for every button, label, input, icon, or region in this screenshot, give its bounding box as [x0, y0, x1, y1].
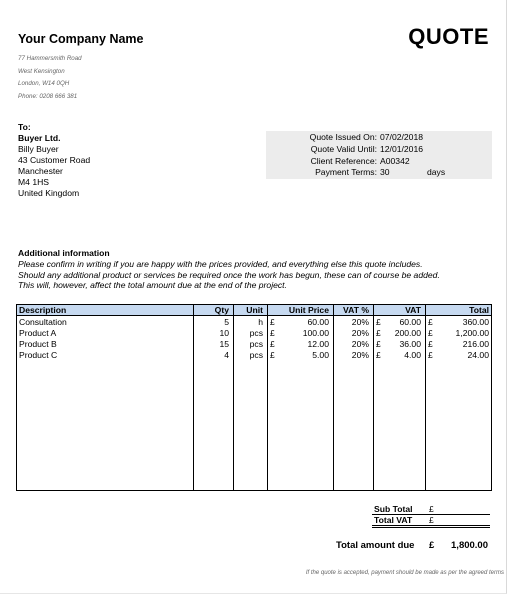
cell-vat-pct: 20%	[351, 339, 369, 349]
cell-unit-price: 12.00	[307, 339, 329, 349]
line-items-table	[16, 304, 492, 491]
cell-vat-pct: 20%	[351, 350, 369, 360]
column-header-qty: Qty	[214, 305, 229, 315]
column-header-vat-percent: VAT %	[343, 305, 369, 315]
total-vat-label: Total VAT	[374, 515, 413, 525]
cell-description: Consultation	[19, 317, 67, 327]
company-name: Your Company Name	[18, 32, 144, 46]
recipient-line: Manchester	[18, 166, 63, 176]
column-divider	[333, 305, 334, 490]
quote-info-value: A00342	[380, 156, 410, 166]
quote-info-unit: days	[427, 167, 446, 177]
total-underline	[372, 514, 490, 515]
document-title: QUOTE	[408, 24, 489, 49]
cell-qty: 4	[224, 350, 229, 360]
quote-info-row	[266, 144, 492, 155]
quote-info-panel	[266, 131, 492, 179]
cell-vat: 36.00	[399, 339, 421, 349]
cell-description: Product B	[19, 339, 57, 349]
recipient-line: United Kingdom	[18, 188, 80, 198]
cell-total: 1,200.00	[455, 328, 489, 338]
additional-info-line: Should any additional product or services be required once the work has begun, these can of course be added.	[18, 269, 440, 280]
quote-info-label: Client Reference:	[310, 156, 377, 166]
column-divider	[193, 305, 194, 490]
cell-unit-price: 100.00	[302, 328, 329, 338]
cell-vat: 200.00	[394, 328, 421, 338]
quote-info-row	[266, 156, 492, 167]
cell-unit-price: 60.00	[307, 317, 329, 327]
recipient-line: M4 1HS	[18, 177, 50, 187]
cell-unit-price: 5.00	[312, 350, 329, 360]
total-vat-currency: £	[429, 515, 434, 525]
cell-qty: 15	[219, 339, 229, 349]
amount-due-label: Total amount due	[336, 540, 415, 551]
cell-unit: h	[258, 317, 263, 327]
cell-vat: 60.00	[399, 317, 421, 327]
cell-vat-currency: £	[376, 317, 381, 327]
column-header-unit: Unit	[246, 305, 263, 315]
cell-total: 216.00	[462, 339, 489, 349]
amount-due-currency: £	[429, 540, 435, 551]
column-header-description: Description	[19, 305, 67, 315]
quote-info-label: Payment Terms:	[315, 167, 377, 177]
cell-description: Product C	[19, 350, 58, 360]
cell-unit: pcs	[249, 350, 263, 360]
additional-info-heading: Additional information	[18, 248, 110, 258]
additional-info-line: This will, however, affect the total amount due at the end of the project.	[18, 280, 287, 290]
recipient-line: Billy Buyer	[18, 144, 59, 154]
column-header-total: Total	[469, 305, 489, 315]
cell-total-currency: £	[428, 328, 433, 338]
to-label: To:	[18, 122, 31, 132]
column-divider	[233, 305, 234, 490]
company-address	[18, 53, 82, 103]
address-line: 77 Hammersmith Road	[18, 55, 82, 62]
cell-unit: pcs	[249, 328, 263, 338]
column-divider	[267, 305, 268, 490]
address-line: Phone: 0208 666 381	[18, 92, 78, 100]
recipient-address	[18, 122, 90, 199]
cell-unit-price-currency: £	[270, 339, 275, 349]
quote-info-value: 07/02/2018	[380, 132, 424, 142]
recipient-name: Buyer Ltd.	[18, 133, 61, 143]
quote-info-label: Quote Valid Until:	[310, 144, 377, 154]
column-header-unit-price: Unit Price	[288, 305, 329, 315]
cell-vat-currency: £	[376, 339, 381, 349]
cell-vat-currency: £	[376, 328, 381, 338]
total-underline	[372, 525, 490, 526]
cell-vat-pct: 20%	[351, 328, 369, 338]
quote-info-row	[266, 167, 492, 178]
cell-vat: 4.00	[404, 350, 421, 360]
footer-note: If the quote is accepted, payment should be made as per the agreed terms	[305, 570, 504, 576]
cell-unit: pcs	[249, 339, 263, 349]
cell-total: 360.00	[462, 317, 489, 327]
additional-information	[18, 248, 498, 291]
cell-total-currency: £	[428, 317, 433, 327]
cell-unit-price-currency: £	[270, 328, 275, 338]
column-divider	[425, 305, 426, 490]
quote-info-row	[266, 132, 492, 143]
quote-info-value: 12/01/2016	[380, 144, 424, 154]
cell-total-currency: £	[428, 339, 433, 349]
cell-vat-currency: £	[376, 350, 381, 360]
cell-qty: 5	[224, 317, 229, 327]
cell-total: 24.00	[467, 350, 489, 360]
quote-info-value: 30	[380, 167, 390, 177]
quote-info-label: Quote Issued On:	[309, 132, 377, 142]
cell-qty: 10	[219, 328, 229, 338]
cell-vat-pct: 20%	[351, 317, 369, 327]
sub-total-label: Sub Total	[374, 504, 413, 514]
column-header-vat: VAT	[405, 305, 421, 315]
cell-total-currency: £	[428, 350, 433, 360]
column-divider	[373, 305, 374, 490]
additional-info-line: Please confirm in writing if you are happy with the prices provided, and everything else this quote includes.	[18, 259, 423, 269]
address-line: London, W14 0QH	[18, 80, 70, 88]
address-line: West Kensington	[18, 67, 65, 75]
total-underline	[372, 527, 490, 528]
sub-total-currency: £	[429, 504, 434, 514]
cell-unit-price-currency: £	[270, 350, 275, 360]
recipient-line: 43 Customer Road	[18, 155, 91, 165]
amount-due-value: 1,800.00	[451, 540, 488, 551]
cell-description: Product A	[19, 328, 57, 338]
cell-unit-price-currency: £	[270, 317, 275, 327]
